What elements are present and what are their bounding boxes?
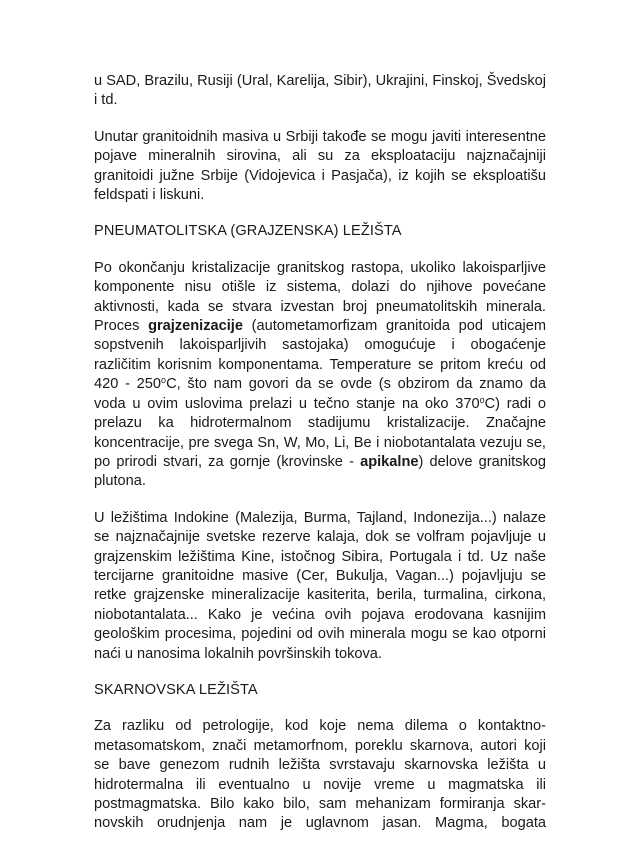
text-run: ) delove granitskog plutona. bbox=[94, 453, 546, 490]
bold-term-apikalne: apikalne bbox=[360, 453, 419, 470]
heading-skarnovska: SKARNOVSKA LEŽIŠTA bbox=[94, 681, 258, 698]
degree-superscript: o bbox=[161, 375, 167, 386]
paragraph-serbia: Unutar granitoidnih masiva u Srbiji takođe se mogu javiti interesentne pojave mineralnih sirovina, ali su za eksploataciju najznačajniji granitoidi južne Srbije (Vidojevica i Pasjača), iz kojih se eksploatišu feldspati i liskuni. bbox=[94, 128, 546, 204]
paragraph-intro: u SAD, Brazilu, Rusiji (Ural, Karelija, Sibir), Ukrajini, Finskoj, Švedskoj i td. bbox=[94, 73, 546, 109]
bold-term-grajzenizacije: grajzenizacije bbox=[148, 318, 243, 335]
paragraph-skarnovi: Za razliku od petrologije, kod koje nema dilema o kontaktno-metasomatskom, znači metamorfnom, poreklu skarnova, autori koji se bave genezom rudnih ležišta svrstavaju skarnovska ležišta u hidrotermalna ili eventualno u novije vreme u magmatska ili postmagmatska. Bilo kako bilo, sam mehanizam formiranja skar-novskih orudnjenja nam je uglavnom jasan. Magma, bogata bbox=[94, 718, 546, 832]
heading-pneumatolitska: PNEUMATOLITSKA (GRAJZENSKA) LEŽIŠTA bbox=[94, 223, 402, 240]
text-run: Po okončanju kristalizacije granitskog rastopa, ukoliko lakoisparljive komponente nisu otišle iz sistema, dolazi do njihove povećane aktivnosti, kada se stvara izvestan broj pneumatolitskih minerala. Proces bbox=[94, 259, 546, 335]
paragraph-indokina: U ležištima Indokine (Malezija, Burma, Tajland, Indonezija...) nalaze se najznačajnije svetske rezerve kalaja, dok se volfram pojavljuje u grajzenskim ležištima Kine, istočnog Sibira, Portugala i td. Uz naše tercijarne granitoidne masive (Cer, Bukulja, Vagan...) pojavljuju se retke grajzenske mineralizacije kasiterita, berila, turmalina, cirkona, niobotantalata... Kako je većina ovih pojava erodovana kasnijim geološkim procesima, pojedini od ovih minerala mogu se kao otporni naći u nanosima lokalnih površinskih tokova. bbox=[94, 509, 546, 662]
paragraph-grajzenizacija bbox=[94, 259, 546, 492]
text-run: C) radi o prelazu ka hidrotermalnom stadijumu kristalizacije. Značajne koncentracije, pre svega Sn, W, Mo, Li, Be i niobotantalata vezuju se, po prirodi stvari, za gornje (krovinske - bbox=[94, 395, 546, 470]
degree-superscript: o bbox=[479, 394, 485, 405]
document-page bbox=[94, 72, 546, 851]
text-run: (autometamorfizam granitoida pod uticajem sopstvenih lakoisparljivih sastojaka) omogućuje i obogaćenje različitim korisnim komponentama. Temperature se pritom kreću od 420 - 250 bbox=[94, 318, 546, 393]
text-run: C, što nam govori da se ovde (s obzirom da znamo da voda u ovim uslovima prelazi u tečno stanje na oko 370 bbox=[94, 376, 547, 412]
